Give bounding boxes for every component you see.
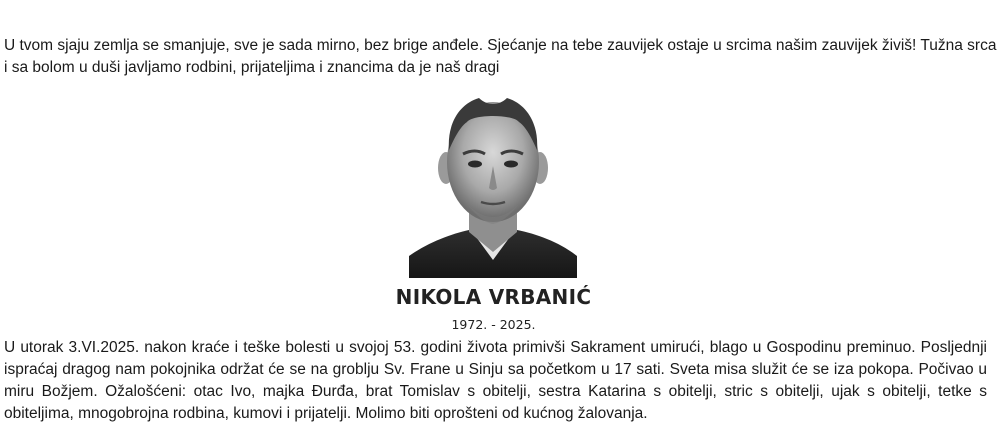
announcement-paragraph: U utorak 3.VI.2025. nakon kraće i teške bolesti u svojoj 53. godini života primivši Sakrament umirući, blago u Gospodinu preminuo. Posljednji ispraćaj dragog nam pokojnika održat će se na groblju Sv. Frane u Sinju sa početkom u 17 sati. Sveta misa služit će se iza pokopa. Počivao u miru Božjem. Ožalošćeni: otac Ivo, majka Đurđa, brat Tomislav s obitelji, sestra Katarina s obitelji, stric s obitelji, ujak s obitelji, tetke s obiteljima, mnogobrojna rodbina, kumovi i prijatelji. Molimo biti oprošteni od kućnog žalovanja. bbox=[4, 339, 987, 422]
intro-paragraph: U tvom sjaju zemlja se smanjuje, sve je sada mirno, bez brige anđele. Sjećanje na tebe zauvijek ostaje u srcima našim zauvijek živiš! Tužna srca i sa bolom u duši javljamo rodbini, prijateljima i znancima da je naš dragi bbox=[4, 37, 997, 76]
portrait-photo bbox=[409, 84, 577, 278]
life-years: 1972. - 2025. bbox=[451, 317, 536, 332]
deceased-name: NIKOLA VRBANIĆ bbox=[395, 285, 592, 309]
